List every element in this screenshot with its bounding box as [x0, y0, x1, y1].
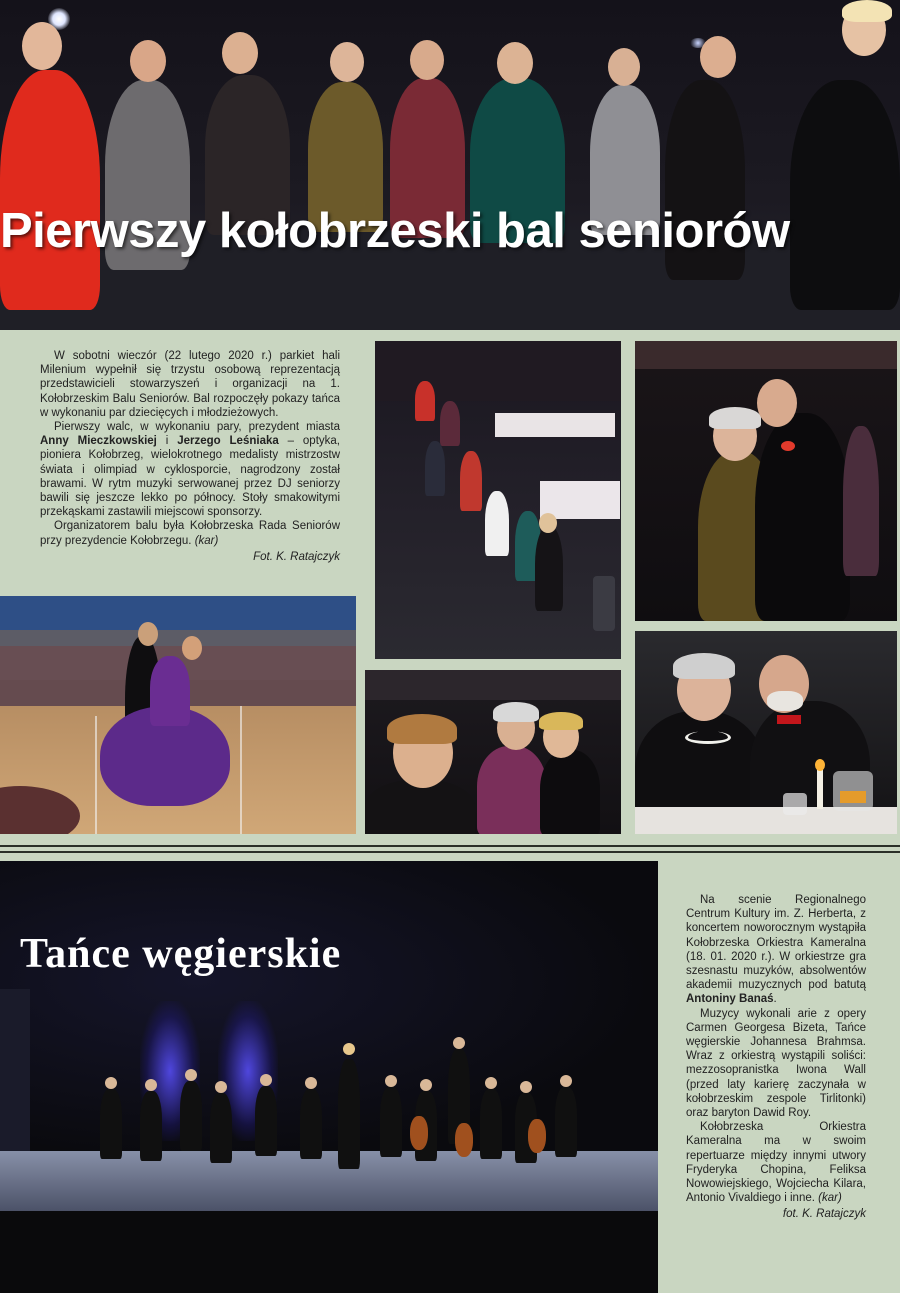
- article-title-hungarian-dances: Tańce węgierskie: [20, 930, 342, 977]
- article-paragraph: [686, 1120, 866, 1205]
- article-paragraph: [40, 519, 340, 547]
- article-paragraph: [40, 420, 340, 519]
- photo-credit: Fot. K. Ratajczyk: [253, 550, 340, 563]
- article-body-hungarian-dances: [686, 893, 866, 1222]
- photo-waltz-couple: [635, 341, 897, 621]
- article-title-senior-ball: Pierwszy kołobrzeski bal seniorów: [0, 203, 790, 258]
- author-tag: (kar): [818, 1192, 842, 1205]
- paragraph-text: Organizatorem balu była Kołobrzeska Rada Seniorów przy prezydencie Kołobrzegu.: [40, 520, 340, 547]
- photo-couple-at-table: [635, 631, 897, 834]
- article-paragraph: [686, 893, 866, 1007]
- optician-name: Jerzego Leśniaka: [177, 435, 279, 448]
- paragraph-text: – optyka, pioniera Kołobrzeg, wielokrotnego medalisty mistrzostw świata i olimpiad w cyklosporcie, nagrodzony został brawami. W rytm muzyki serwowanej przez DJ seniorzy bawili się jeszcze lekko po północy. Stoły smakowitymi przekąskami zastawili miejscowi sponsorzy.: [40, 435, 340, 519]
- conductor-name: Antoniny Banaś: [686, 993, 774, 1006]
- photo-crowd-dancing-line: [375, 341, 621, 659]
- header-photo-dancing-seniors: [0, 0, 900, 330]
- photo-three-ladies: [365, 670, 621, 834]
- article-paragraph: Muzycy wykonali arie z opery Carmen Georgesa Bizeta, Tańce węgierskie Johannesa Brahmsa. Wraz z orkiestrą wystąpili soliści: mezzosopranistka Iwona Wall (przed laty karierę zaczynała w kołobrzeskim zespole Tirlitonki) oraz baryton Dawid Roy.: [686, 1007, 866, 1120]
- photo-credit: fot. K. Ratajczyk: [782, 1208, 866, 1221]
- article-body-senior-ball: [40, 349, 340, 564]
- section-divider-bottom: [0, 851, 900, 853]
- section-divider-top: [0, 845, 900, 847]
- paragraph-text: Na scenie Regionalnego Centrum Kultury im. Z. Herberta, z koncertem noworocznym wystąpiła Kołobrzeska Orkiestra Kameralna (18. 01. 2020 r.). W orkiestrze gra szesnastu muzyków, absolwentów akademii muzycznych pod batutą: [686, 894, 866, 992]
- photo-chamber-orchestra: [0, 861, 658, 1293]
- paragraph-text: Pierwszy walc, w wykonaniu pary, prezydent miasta: [54, 421, 340, 434]
- paragraph-end: .: [773, 993, 777, 1006]
- conjunction-text: i: [156, 435, 178, 448]
- photo-ballroom-dancers: [0, 596, 356, 834]
- mayor-name: Anny Mieczkowskiej: [40, 435, 157, 448]
- author-tag: (kar): [194, 534, 219, 547]
- paragraph-text: Kołobrzeska Orkiestra Kameralna ma w swoim repertuarze między innymi utwory Fryderyka Chopina, Feliksa Nowowiejskiego, Wojciecha Kilara, Antonio Vivaldiego i inne.: [686, 1121, 866, 1205]
- article-paragraph: W sobotni wieczór (22 lutego 2020 r.) parkiet hali Milenium wypełnił się trzystu osobową reprezentacją przedstawicieli stowarzyszeń i organizacji na 1. Kołobrzeskim Balu Seniorów. Bal rozpoczęły pokazy tańca w wykonaniu par dziecięcych i młodzieżowych.: [40, 350, 340, 419]
